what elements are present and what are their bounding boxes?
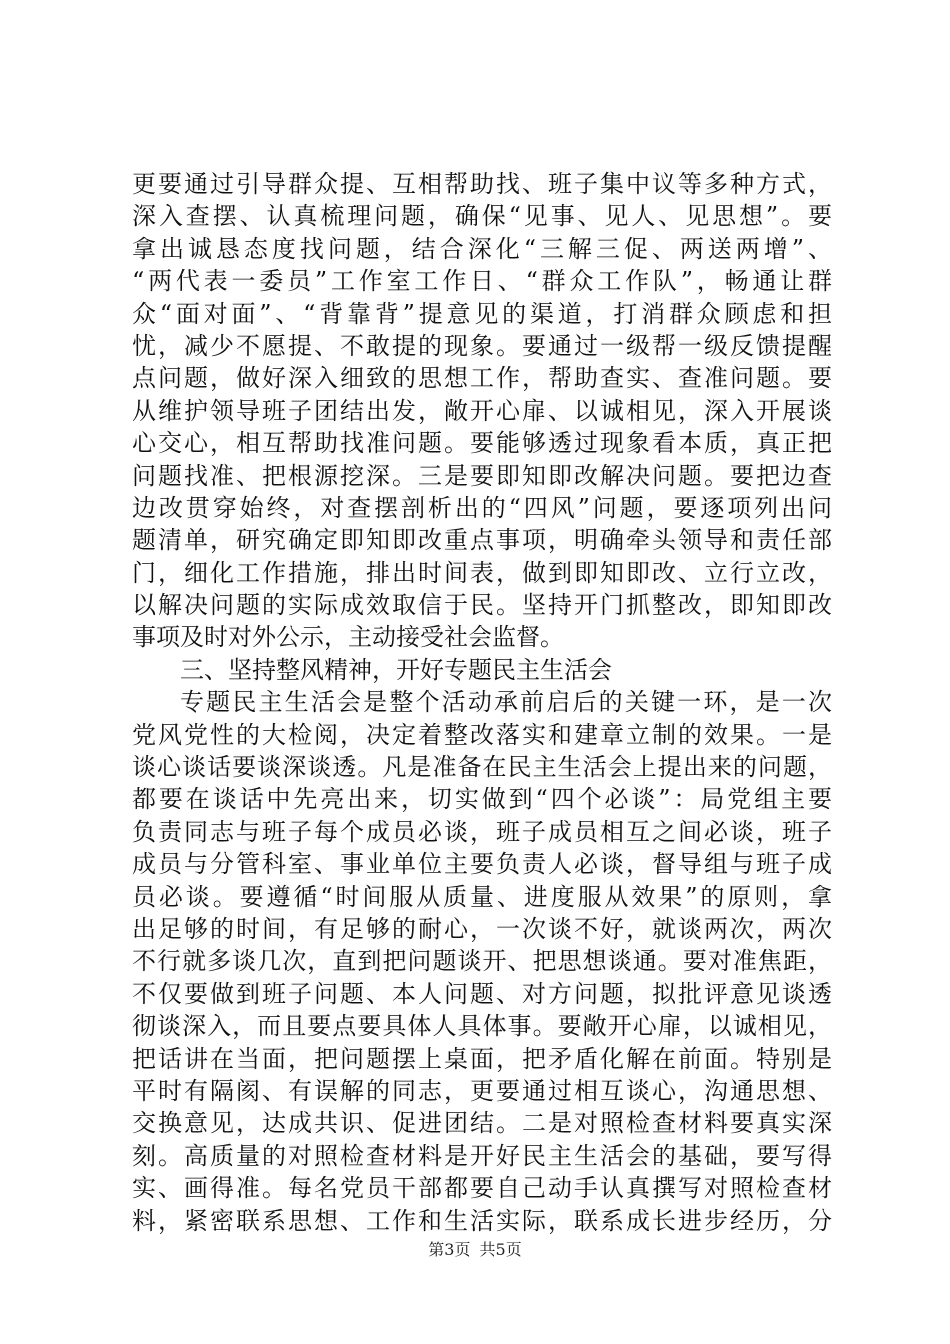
text-line: 负责同志与班子每个成员必谈，班子成员相互之间必谈，班子 [132,817,832,846]
text-line: 边改贯穿始终，对查摆剖析出的“四风”问题，要逐项列出问 [132,493,832,522]
text-line: 问题找准、把根源挖深。三是要即知即改解决问题。要把边查 [132,461,832,490]
page-footer [0,1240,950,1260]
text-line: 点问题，做好深入细致的思想工作，帮助查实、查准问题。要 [132,364,832,393]
text-line: 实、画得准。每名党员干部都要自己动手认真撰写对照检查材 [132,1174,832,1203]
text-line: 成员与分管科室、事业单位主要负责人必谈，督导组与班子成 [132,850,832,879]
text-line: 更要通过引导群众提、互相帮助找、班子集中议等多种方式， [132,170,832,198]
text-line: 专题民主生活会是整个活动承前启后的关键一环，是一次 [180,688,832,717]
text-line: 彻谈深入，而且要点要具体人具体事。要敞开心扉，以诚相见， [132,1012,832,1041]
section-heading: 三、坚持整风精神，开好专题民主生活会 [180,655,612,684]
text-line: 出足够的时间，有足够的耐心，一次谈不好，就谈两次，两次 [132,914,832,943]
text-line: 交换意见，达成共识、促进团结。二是对照检查材料要真实深 [132,1109,832,1138]
text-line: 都要在谈话中先亮出来，切实做到“四个必谈”：局党组主要 [132,785,832,814]
text-line: 众“面对面”、“背靠背”提意见的渠道，打消群众顾虑和担 [132,299,832,328]
text-line: 题清单，研究确定即知即改重点事项，明确牵头领导和责任部 [132,526,832,555]
page-total: 共5页 [479,1240,522,1259]
text-line: 事项及时对外公示，主动接受社会监督。 [132,623,564,652]
text-line: 刻。高质量的对照检查材料是开好民主生活会的基础，要写得 [132,1141,832,1170]
page-number: 第3页 [428,1240,471,1259]
text-line: 党风党性的大检阅，决定着整改落实和建章立制的效果。一是 [132,720,832,749]
text-line: 把话讲在当面，把问题摆上桌面，把矛盾化解在前面。特别是 [132,1044,832,1073]
text-line: 谈心谈话要谈深谈透。凡是准备在民主生活会上提出来的问题， [132,753,832,782]
text-line: 料，紧密联系思想、工作和生活实际，联系成长进步经历，分 [132,1206,832,1235]
text-line: 门，细化工作措施，排出时间表，做到即知即改、立行立改， [132,558,832,587]
text-line: 忧，减少不愿提、不敢提的现象。要通过一级帮一级反馈提醒 [132,331,832,360]
text-line: 以解决问题的实际成效取信于民。坚持开门抓整改，即知即改 [132,591,832,620]
text-line: 员必谈。要遵循“时间服从质量、进度服从效果”的原则，拿 [132,882,832,911]
text-line: 从维护领导班子团结出发，敞开心扉、以诚相见，深入开展谈 [132,396,832,425]
text-line: 不行就多谈几次，直到把问题谈开、把思想谈通。要对准焦距， [132,947,832,976]
text-line: “两代表一委员”工作室工作日、“群众工作队”，畅通让群 [132,267,832,296]
document-body [132,168,832,1237]
text-line: 平时有隔阂、有误解的同志，更要通过相互谈心，沟通思想、 [132,1076,832,1105]
text-line: 深入查摆、认真梳理问题，确保“见事、见人、见思想”。要 [132,202,832,231]
text-line: 心交心，相互帮助找准问题。要能够透过现象看本质，真正把 [132,429,832,458]
text-line: 不仅要做到班子问题、本人问题、对方问题，拟批评意见谈透 [132,979,832,1008]
text-line: 拿出诚恳态度找问题，结合深化“三解三促、两送两增”、 [132,234,832,263]
